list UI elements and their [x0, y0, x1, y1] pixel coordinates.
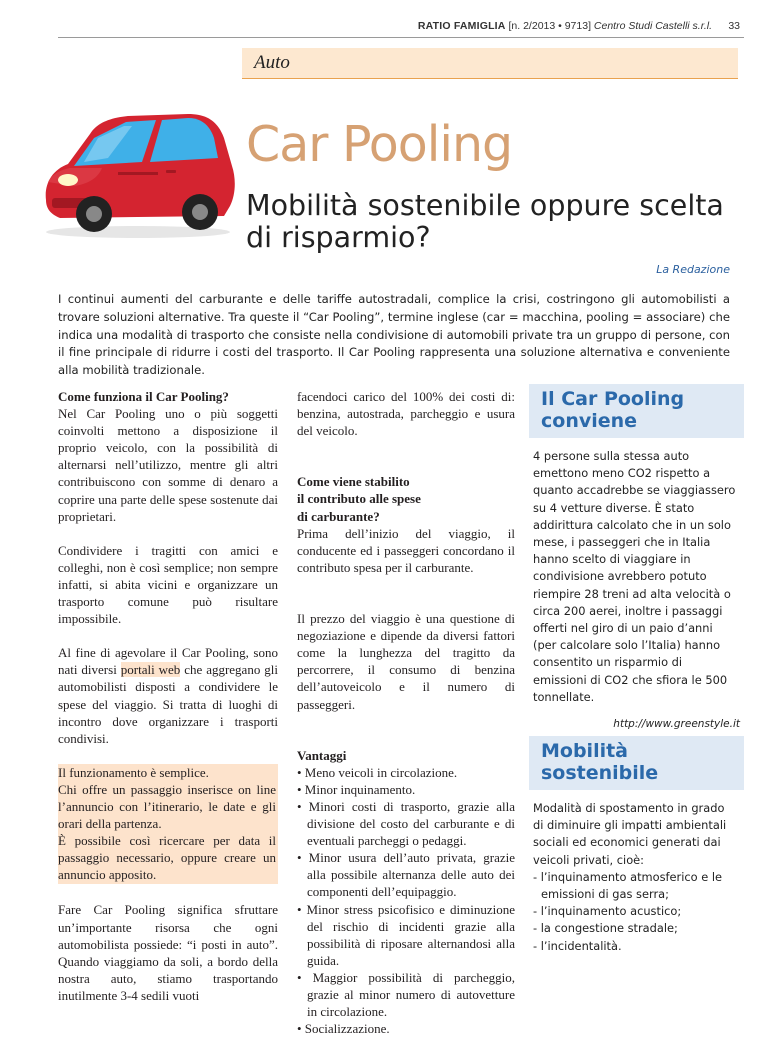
journal-publisher: Centro Studi Castelli s.r.l.: [593, 20, 712, 32]
list-item: - l’inquinamento acustico;: [533, 904, 682, 919]
section-tag: [242, 48, 738, 79]
heading-line: il contributo alle spese: [297, 491, 421, 507]
title-line: sostenibile: [541, 762, 659, 784]
article-title: Car Pooling: [246, 116, 513, 173]
section-heading: Come funziona il Car Pooling?: [58, 389, 229, 404]
text-run: che aggregano gli automobilisti disposti a condividere le spese del viaggio. Si tratta di luoghi di incontro dove organizzare i trasporti condivisi.: [58, 662, 278, 746]
section-tag-label: Auto: [254, 52, 290, 73]
list-item: • Minor inquinamento.: [297, 781, 416, 797]
journal-header: [418, 20, 712, 32]
sidebox-body: 4 persone sulla stessa auto emettono meno CO2 rispetto a quanto accadrebbe se viaggiassero su 4 vetture diverse. È stato addirittura calcolato che in un solo mese, i passeggeri che in Italia hanno scelto di viaggiare in condivisione avrebbero potuto riempire 28 treni ad alta velocità o circa 200 aerei, inoltre i passaggi offerti nel giro di un paio d’anni (per calcolare solo l’Italia) hanno consentito un risparmio di emissioni di CO2 che sfiora le 500 tonnellate.: [533, 449, 736, 704]
text-run: Al fine di agevolare il Car Pooling, sono nati diversi: [58, 645, 278, 678]
sidebox-mobilita-sostenibile: [529, 736, 744, 955]
paragraph: Chi offre un passaggio inserisce on line l’annuncio con l’itinerario, le date e gli orari della partenza.: [58, 781, 276, 832]
paragraph: Prima dell’inizio del viaggio, il conducente ed i passeggeri concordano il contributo spesa per il carburante.: [297, 525, 515, 575]
journal-issue: [n. 2/2013 • 9713]: [508, 20, 591, 32]
page-number: 33: [728, 20, 740, 32]
paragraph: facendoci carico del 100% dei costi di: benzina, autostrada, parcheggio e usura del veicolo.: [297, 389, 515, 439]
article-subtitle: Mobilità sostenibile oppure scelta di risparmio?: [246, 189, 724, 254]
spacer: [297, 730, 515, 747]
list-item: - l’inquinamento atmosferico e le emissioni di gas serra;: [533, 869, 723, 902]
title-line: Mobilità: [541, 740, 629, 762]
list-item: - la congestione stradale;: [533, 921, 678, 936]
red-car-illustration: [38, 108, 238, 240]
section-heading: [297, 473, 515, 524]
paragraph: Nel Car Pooling uno o più soggetti coinvolti mettono a disposizione il proprio veicolo, con la possibilità di alternarsi nell’utilizzo, mentre gli altri contribuiscono con somme di denaro a coprire una parte delle spese sostenute dai proprietari.: [58, 406, 278, 524]
paragraph: Condividere i tragitti con amici e colleghi, non è così semplice; non sempre infatti, si abita vicini e organizzare un trasporto comune può risultare impossibile.: [58, 542, 278, 627]
article-author: La Redazione: [656, 263, 730, 276]
journal-name: RATIO FAMIGLIA: [417, 20, 506, 32]
highlighted-block: [58, 764, 278, 885]
section-heading: Vantaggi: [297, 747, 347, 763]
paragraph: Il prezzo del viaggio è una questione di negoziazione e dipende da diversi fattori come la lunghezza del tragitto da percorrere, il consumo di benzina dell’autoveicolo e il numero di passeggeri.: [297, 611, 515, 712]
list-item: • Minor stress psicofisico e diminuzione del rischio di incidenti grazie alla possibilità di riposare alternandosi alla guida.: [297, 901, 515, 968]
list-item: • Maggior possibilità di parcheggio, grazie al minor numero di autovetture in circolazione.: [297, 969, 515, 1020]
column-1: [58, 388, 278, 1021]
title-line: Il Car Pooling: [541, 388, 685, 410]
advantages-list: [297, 764, 515, 1037]
sidebox-car-pooling-conviene: [529, 384, 744, 730]
header-divider: [58, 37, 744, 38]
paragraph: È possibile così ricercare per data il passaggio necessario, oppure creare un annuncio apposito.: [58, 833, 276, 883]
paragraph: [58, 644, 278, 747]
sidebox-title: [529, 736, 744, 790]
lead-paragraph: I continui aumenti del carburante e delle tariffe autostradali, complice la crisi, costringono gli automobilisti a trovare soluzioni alternative. Tra queste il “Car Pooling”, termine inglese (car = macchina, pooling = associare) che indica una modalità di trasporto che consiste nella condivisione di automobili private tra un gruppo di persone, con il fine principale di ridurre i costi del trasporto. Il Car Pooling rappresenta una soluzione alternativa e conveniente alla mobilità tradizionale.: [58, 292, 730, 378]
list-item: • Minori costi di trasporto, grazie alla divisione del costo del carburante e di eventuali parcheggi o pedaggi.: [297, 798, 515, 849]
sidebox-title: [529, 384, 744, 438]
page-header: [0, 20, 768, 34]
column-2: [297, 388, 515, 1037]
sidebox-source: http://www.greenstyle.it: [613, 718, 740, 731]
paragraph: Fare Car Pooling significa sfruttare un’importante risorsa che ogni automobilista possiede: “i posti in auto”. Quando viaggiamo da soli, a bordo della nostra auto, stiamo trasportando inutilmente 3-4 sedili vuoti: [58, 902, 278, 1003]
list-item: - l’incidentalità.: [533, 938, 622, 953]
list-item: • Minor usura dell’auto privata, grazie alla possibile alternanza delle auto dei componenti dell’equipaggio.: [297, 850, 515, 900]
highlighted-term: portali web: [120, 662, 181, 678]
heading-line: di carburante?: [297, 508, 380, 524]
paragraph: Il funzionamento è semplice.: [58, 764, 209, 780]
spacer: [297, 593, 515, 610]
spacer: [297, 456, 515, 473]
sidebox-intro: Modalità di spostamento in grado di diminuire gli impatti ambientali sociali ed economici generati dai veicoli privati, cioè:: [533, 801, 727, 867]
list-item: • Socializzazione.: [297, 1021, 390, 1037]
list-item: • Meno veicoli in circolazione.: [297, 764, 458, 780]
heading-line: Come viene stabilito: [297, 474, 410, 490]
sidebox-body: [529, 790, 744, 955]
title-line: conviene: [541, 410, 638, 432]
